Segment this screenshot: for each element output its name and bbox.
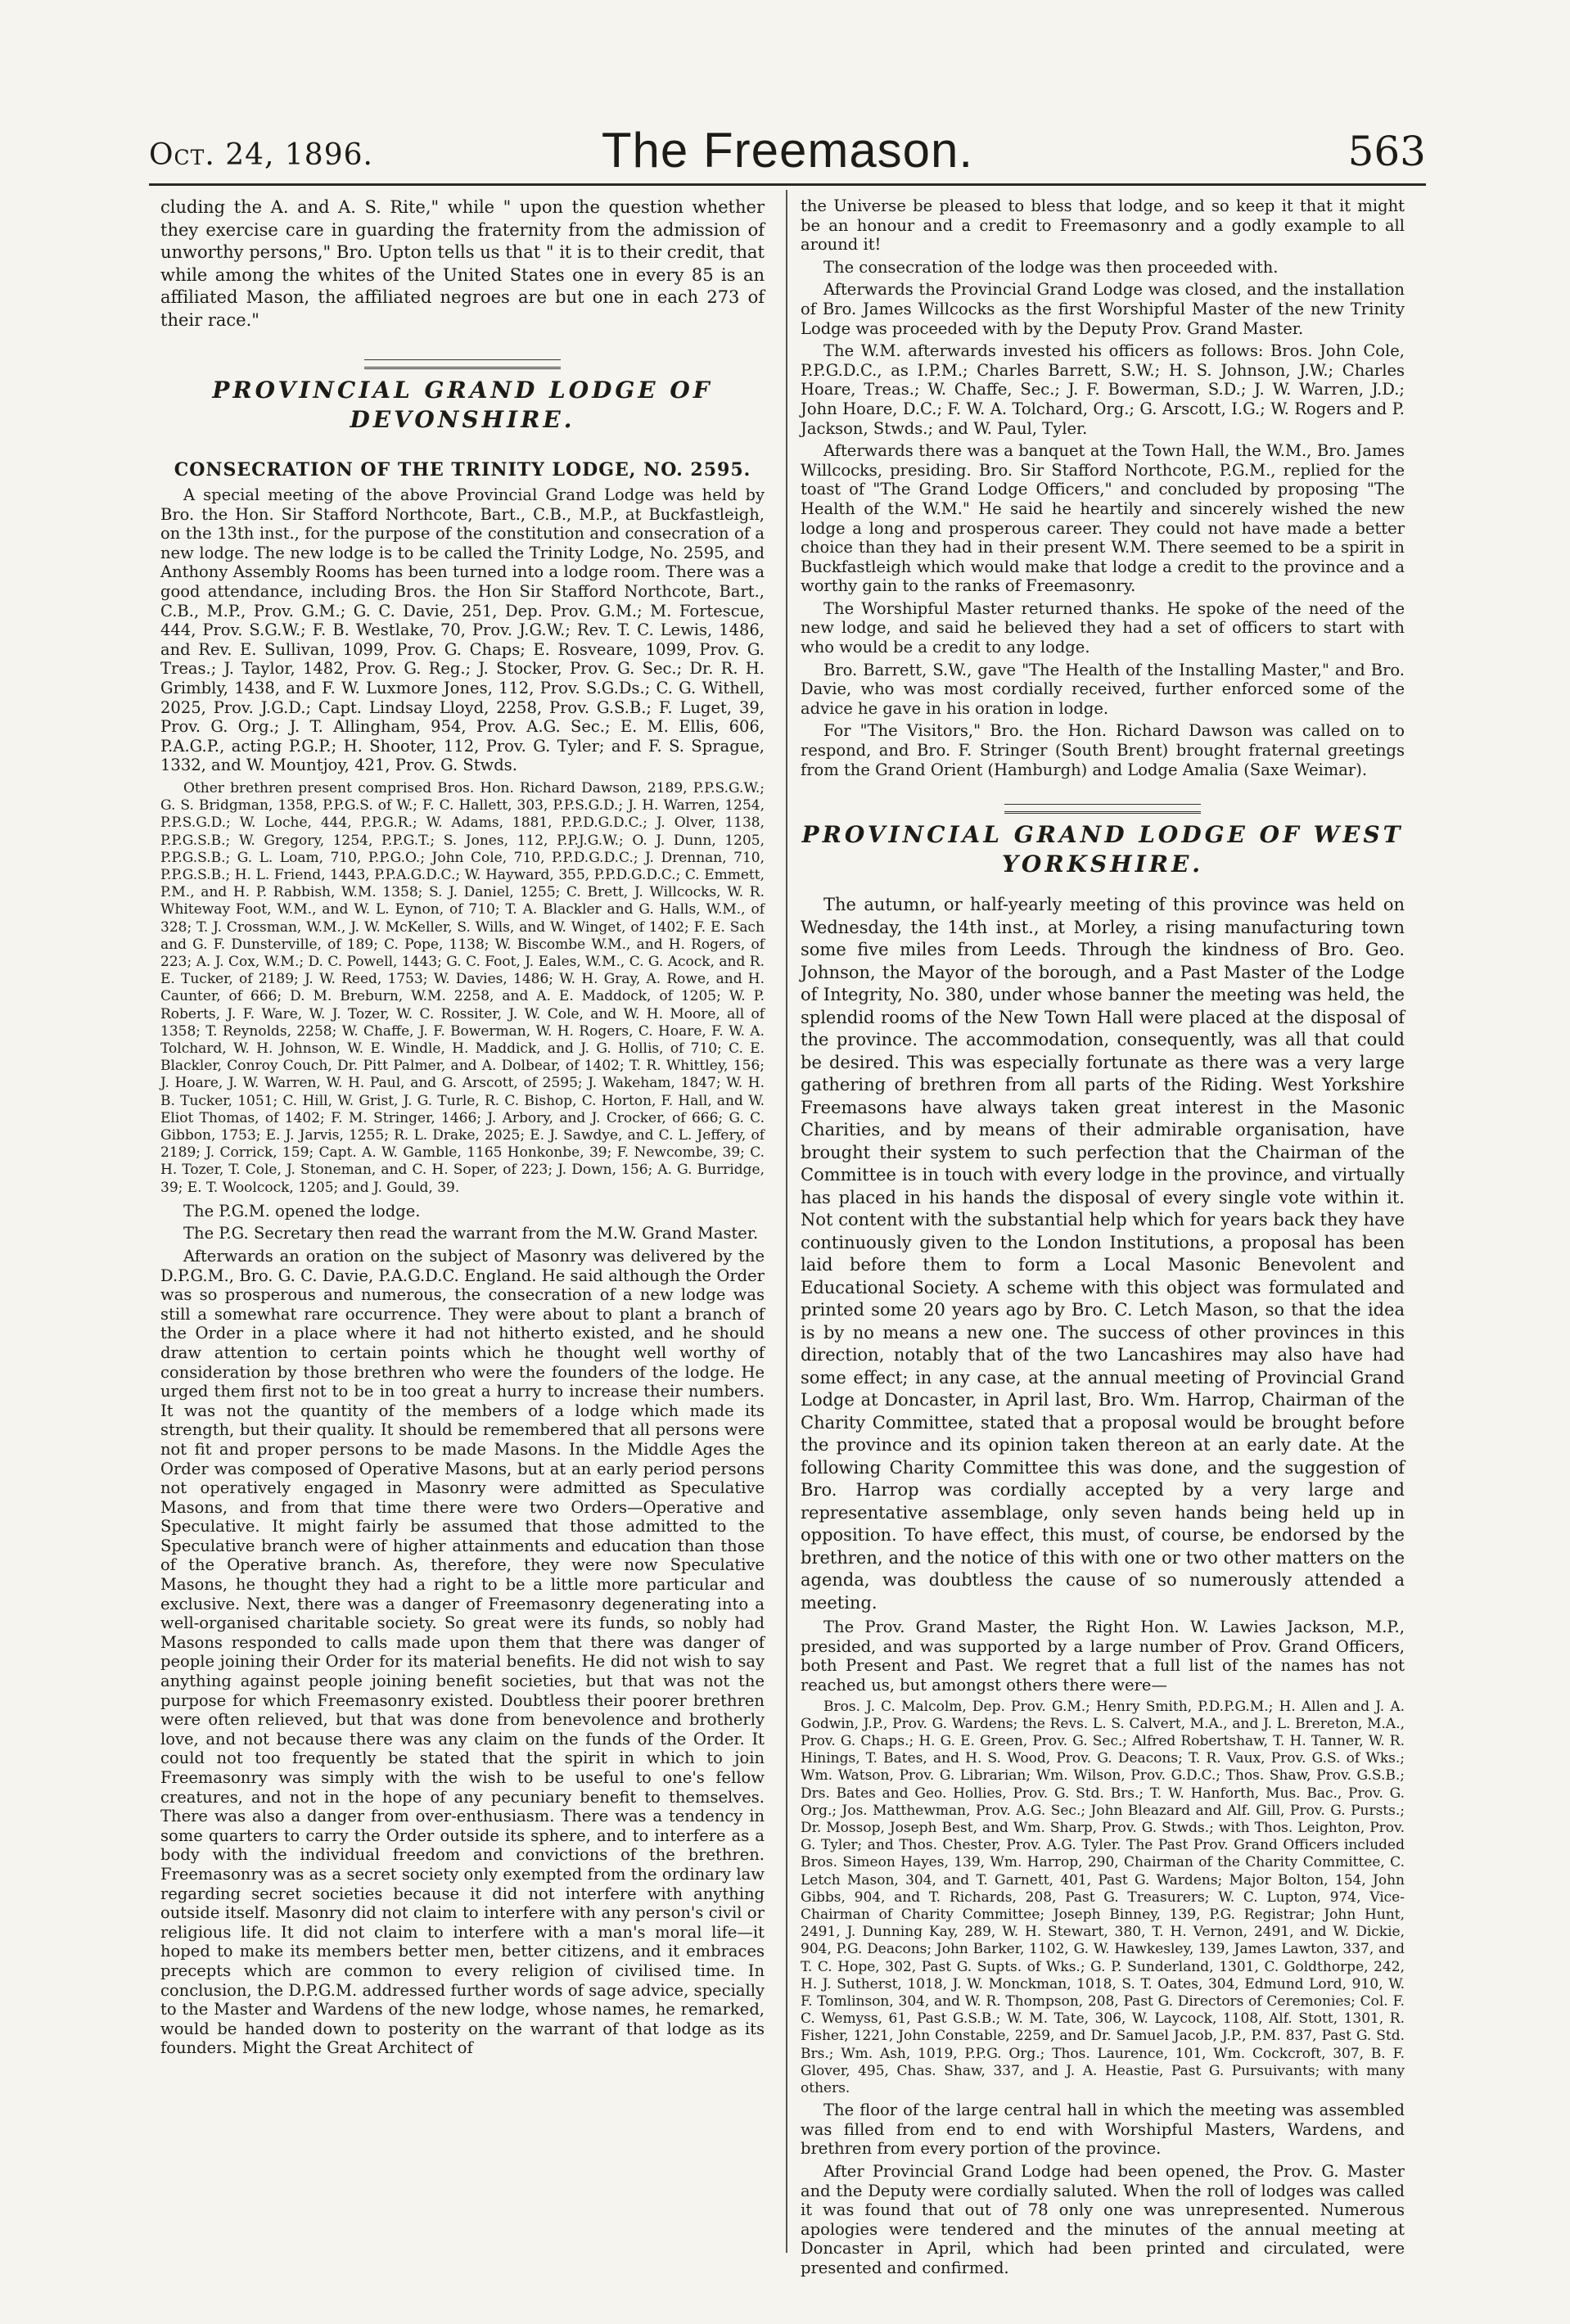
section-ornament bbox=[1004, 804, 1201, 814]
paragraph: The Worshipful Master returned thanks. He spoke of the need of the new lodge, and said he believed they had a set of officers to start with who would be a credit to any lodge. bbox=[801, 598, 1405, 657]
left-column bbox=[160, 196, 765, 2061]
paragraph: The P.G. Secretary then read the warrant from the M.W. Grand Master. bbox=[183, 1224, 759, 1243]
paragraph: The floor of the large central hall in which the meeting was assembled was filled from end to end with Worshipful Masters, Wardens, and brethren from every portion of the province. bbox=[801, 2101, 1405, 2159]
section-title-west-yorkshire: PROVINCIAL GRAND LODGE OF WEST bbox=[801, 821, 1404, 849]
section-ornament bbox=[364, 359, 561, 369]
subheading-consecration: CONSECRATION OF THE TRINITY LODGE, NO. 2595. bbox=[174, 459, 751, 481]
paragraph: Afterwards an oration on the subject of Masonry was delivered by the D.P.G.M., Bro. G. C. Davie, P.A.G.D.C. England. He said although the Order was so prosperous and numerous, the consecration of a new lodge was still a somewhat rare occurrence. They were about to plant a branch of the Order in a place where it had not hitherto existed, and he should draw attention to certain points which he thought well worthy of consideration by those brethren who were the founders of the lodge. He urged them first not to be in too great a hurry to increase their numbers. It was not the quantity of the members of a lodge which made its strength, but their quality. It should be remembered that all persons were not fit and proper persons to be made Masons. In the Middle Ages the Order was composed of Operative Masons, but at an early period persons not operatively engaged in Masonry were admitted as Speculative Masons, and from that time there were two Orders—Operative and Speculative. It might fairly be assumed that those admitted to the Speculative branch were of higher attainments and education than those of the Operative branch. As, therefore, they were now Speculative Masons, he thought they had a right to be a little more particular and exclusive. Next, there was a danger of Freemasonry degenerating into a well-organised charitable society. So great were its funds, so nobly had Masons responded to calls made upon them that there was danger of people joining their Order for its material benefits. He did not wish to say anything against people joining benefit societies, but that was not the purpose for which Freemasonry existed. Doubtless their poorer brethren were often relieved, but that was done from benevolence and brotherly love, and not because there was any claim on the funds of the Order. It could not too frequently be stated that the spirit in which to join Freemasonry was simply with the wish to be useful to one's fellow creatures, and not in the hope of any pecuniary benefit to themselves. There was also a danger from over-enthusiasm. There was a tendency in some quarters to carry the Order outside its sphere, and to interfere as a body with the individual freedom and convictions of the brethren. Freemasonry was as a secret society only exempted from the ordinary law regarding secret societies because it did not interfere with anything outside itself. Masonry did not claim to interfere with any person's civil or religious life. It did not claim to interfere with a man's moral life—it hoped to make its members better men, better citizens, and it embraces precepts which are common to every religion of civilised time. In conclusion, the D.P.G.M. addressed further words of sage advice, specially to the Master and Wardens of the new lodge, whose names, he remarked, would be handed down to posterity on the warrant of that lodge as its founders. Might the Great Architect of bbox=[160, 1246, 765, 2058]
page-number: 563 bbox=[1347, 128, 1426, 175]
publication-title: The Freemason. bbox=[601, 123, 974, 178]
column-rule bbox=[786, 190, 787, 2253]
section-title-west-yorkshire-line2: YORKSHIRE. bbox=[1001, 851, 1204, 878]
masthead-rule bbox=[149, 183, 1426, 186]
right-column bbox=[801, 196, 1405, 2281]
paragraph: The autumn, or half-yearly meeting of this province was held on Wednesday, the 14th inst., at Morley, a rising manufacturing town some five miles from Leeds. Through the kindness of Bro. Geo. Johnson, the Mayor of the borough, and a Past Master of the Lodge of Integrity, No. 380, under whose banner the meeting was held, the splendid rooms of the New Town Hall were placed at the disposal of the province. The accommodation, consequently, was all that could be desired. This was especially fortunate as there was a very large gathering of brethren from all parts of the Riding. West Yorkshire Freemasons have always taken great interest in the Masonic Charities, and by means of their admirable organisation, have brought their system to such perfection that the Chairman of the Committee is in touch with every lodge in the province, and virtually has placed in his hands the disposal of every single vote within it. Not content with the substantial help which for years back they have continuously given to the London Institutions, a proposal has been laid before them to form a Local Masonic Benevolent and Educational Society. A scheme with this object was formulated and printed some 20 years ago by Bro. C. Letch Mason, so that the idea is by no means a new one. The success of other provinces in this direction, notably that of the two Lancashires may also have had some effect; in any case, at the annual meeting of Provincial Grand Lodge at Doncaster, in April last, Bro. Wm. Harrop, Chairman of the Charity Committee, stated that a proposal would be brought before the province and its opinion taken thereon at an early date. At the following Charity Committee this was done, and the suggestion of Bro. Harrop was cordially accepted by a very large and representative assemblage, only seven hands being held up in opposition. To have effect, this must, of course, be endorsed by the brethren, and the notice of this with one or two other matters on the agenda, was doubtless the cause of so numerously attended a meeting. bbox=[801, 895, 1405, 1613]
masthead bbox=[149, 115, 1426, 178]
paragraph: After Provincial Grand Lodge had been opened, the Prov. G. Master and the Deputy were cordially saluted. When the roll of lodges was called it was found that out of 78 only one was unrepresented. Numerous apologies were tendered and the minutes of the annual meeting at Doncaster in April, which had been printed and circulated, were presented and confirmed. bbox=[801, 2162, 1405, 2278]
paragraph: the Universe be pleased to bless that lodge, and so keep it that it might be an honour and a credit to Freemasonry and a godly example to all around it! bbox=[801, 196, 1405, 255]
paragraph: Afterwards there was a banquet at the Town Hall, the W.M., Bro. James Willcocks, presiding. Bro. Sir Stafford Northcote, P.G.M., replied for the toast of "The Grand Lodge Officers," and concluded by proposing "The Health of the W.M." He said he heartily and sincerely wished the new lodge a long and prosperous career. They could not have made a better choice than they had in their present W.M. There seemed to be a spirit in Buckfastleigh which would make that lodge a credit to the province and a worthy gain to the ranks of Freemasonry. bbox=[801, 441, 1405, 596]
paragraph: The W.M. afterwards invested his officers as follows: Bros. John Cole, P.P.G.D.C., as I.P.M.; Charles Barrett, S.W.; H. S. Johnson, J.W.; Charles Hoare, Treas.; W. Chaffe, Sec.; J. F. Bowerman, S.D.; J. W. Warren, J.D.; John Hoare, D.C.; F. W. A. Tolchard, Org.; G. Arscott, I.G.; W. Rogers and P. Jackson, Stwds.; and W. Paul, Tyler. bbox=[801, 341, 1405, 438]
paragraph: Afterwards the Provincial Grand Lodge was closed, and the installation of Bro. James Willcocks as the first Worshipful Master of the new Trinity Lodge was proceeded with by the Deputy Prov. Grand Master. bbox=[801, 280, 1405, 338]
paragraph: Bros. J. C. Malcolm, Dep. Prov. G.M.; Henry Smith, P.D.P.G.M.; H. Allen and J. A. Godwin, J.P., Prov. G. Wardens; the Revs. L. S. Calvert, M.A., and J. L. Brereton, M.A., Prov. G. Chaps.; H. G. E. Green, Prov. G. Sec.; Alfred Robertshaw, T. H. Tanner, W. R. Hinings, T. Bates, and H. S. Wood, Prov. G. Deacons; T. R. Vaux, Prov. G.S. of Wks.; Wm. Watson, Prov. G. Librarian; Wm. Wilson, Prov. G.D.C.; Thos. Shaw, Prov. G.S.B.; Drs. Bates and Geo. Hollies, Prov. G. Std. Brs.; T. W. Hanforth, Mus. Bac., Prov. G. Org.; Jos. Matthewman, Prov. A.G. Sec.; John Bleazard and Alf. Gill, Prov. G. Pursts.; Dr. Mossop, Joseph Best, and Wm. Sharp, Prov. G. Stwds.; with Thos. Leighton, Prov. G. Tyler; and Thos. Chester, Prov. A.G. Tyler. The Past Prov. Grand Officers included Bros. Simeon Hayes, 139, Wm. Harrop, 290, Chairman of the Charity Committee, C. Letch Mason, 304, and T. Garnett, 401, Past G. Wardens; Major Bolton, 154, John Gibbs, 904, and T. Richards, 208, Past G. Treasurers; W. C. Lupton, 974, Vice-Chairman of Charity Committee; Joseph Binney, 139, P.G. Registrar; John Hunt, 2491, J. Dunning Kay, 289, W. H. Stewart, 380, T. H. Vernon, 2491, and W. Dickie, 904, P.G. Deacons; John Barker, 1102, G. W. Hawkesley, 139, James Lawton, 337, and T. C. Hope, 302, Past G. Supts. of Wks.; G. P. Sunderland, 1301, C. Goldthorpe, 242, H. J. Sutherst, 1018, J. W. Monckman, 1018, S. T. Oates, 304, Edmund Lord, 910, W. F. Tomlinson, 304, and W. R. Thompson, 208, Past G. Directors of Ceremonies; Col. F. C. Wemyss, 61, Past G.S.B.; W. M. Tate, 306, W. Laycock, 1108, Alf. Stott, 1301, R. Fisher, 1221, John Constable, 2259, and Dr. Samuel Jacob, J.P., P.M. 837, Past G. Std. Brs.; Wm. Ash, 1019, P.P.G. Org.; Thos. Laurence, 101, Wm. Cockcroft, 307, B. F. Glover, 495, Chas. Shaw, 337, and J. A. Heastie, Past G. Pursuivants; with many others. bbox=[801, 1698, 1405, 2097]
paragraph: The P.G.M. opened the lodge. bbox=[183, 1201, 421, 1221]
intro-paragraph: cluding the A. and A. S. Rite," while " upon the question whether they exercise care in guarding the fraternity from the admission of unworthy persons," Bro. Upton tells us that " it is to their credit, that while among the whites of the United States one in every 85 is an affiliated Mason, the affiliated negroes are but one in each 273 of their race." bbox=[160, 197, 765, 330]
paragraph: The consecration of the lodge was then proceeded with. bbox=[823, 257, 1279, 277]
paragraph: A special meeting of the above Provincial Grand Lodge was held by Bro. the Hon. Sir Stafford Northcote, Bart., C.B., M.P., at Buckfastleigh, on the 13th inst., for the purpose of the constitution and consecration of a new lodge. The new lodge is to be called the Trinity Lodge, No. 2595, and Anthony Assembly Rooms has been turned into a lodge room. There was a good attendance, including Bros. the Hon Sir Stafford Northcote, Bart., C.B., M.P., Prov. G.M.; G. C. Davie, 251, Dep. Prov. G.M.; M. Fortescue, 444, Prov. S.G.W.; F. B. Westlake, 70, Prov. J.G.W.; Rev. T. C. Lewis, 1486, and Rev. E. Sullivan, 1099, Prov. G. Chaps; E. Rosveare, 1099, Prov. G. Treas.; J. Taylor, 1482, Prov. G. Reg.; J. Stocker, Prov. G. Sec.; Dr. R. H. Grimbly, 1438, and F. W. Luxmore Jones, 112, Prov. S.G.Ds.; C. G. Withell, 2025, Prov. J.G.D.; Capt. Lindsay Lloyd, 2258, Prov. G.S.B.; F. Luget, 39, Prov. G. Org.; J. T. Allingham, 954, Prov. A.G. Sec.; E. M. Ellis, 606, P.A.G.P., acting P.G.P.; H. Shooter, 112, Prov. G. Tyler; and F. S. Sprague, 1332, and W. Mountjoy, 421, Prov. G. Stwds. bbox=[160, 485, 765, 775]
paragraph: Bro. Barrett, S.W., gave "The Health of the Installing Master," and Bro. Davie, who was most cordially received, further enforced some of the advice he gave in his oration in lodge. bbox=[801, 660, 1405, 718]
issue-date: Oct. 24, 1896. bbox=[149, 138, 373, 172]
paragraph: The Prov. Grand Master, the Right Hon. W. Lawies Jackson, M.P., presided, and was supported by a large number of Prov. Grand Officers, both Present and Past. We regret that a full list of the names has not reached us, but amongst others there were— bbox=[801, 1618, 1405, 1694]
paragraph: Other brethren present comprised Bros. Hon. Richard Dawson, 2189, P.P.S.G.W.; G. S. Bridgman, 1358, P.P.G.S. of W.; F. C. Hallett, 303, P.P.S.G.D.; J. H. Warren, 1254, P.P.S.G.D.; W. Loche, 444, P.P.G.R.; W. Adams, 1881, P.P.D.G.D.C.; J. Olver, 1138, P.P.G.S.B.; W. Gregory, 1254, P.P.G.T.; S. Jones, 112, P.P.J.G.W.; O. J. Dunn, 1205, P.P.G.S.B.; G. L. Loam, 710, P.P.G.O.; John Cole, 710, P.P.D.G.D.C.; J. Drennan, 710, P.P.G.S.B.; H. L. Friend, 1443, P.P.A.G.D.C.; W. Hayward, 355, P.P.D.G.D.C.; C. Emmett, P.M., and H. P. Rabbish, W.M. 1358; S. J. Daniel, 1255; C. Brett, J. Willcocks, W. R. Whiteway Foot, W.M., and W. L. Eynon, of 710; T. A. Blackler and G. Halls, W.M., of 328; T. J. Crossman, W.M., J. W. McKeller, S. Wills, and W. Winget, of 1402; F. E. Sach and G. F. Dunsterville, of 189; C. Pope, 1138; W. Biscombe W.M., and H. Rogers, of 223; A. J. Cox, W.M.; D. C. Powell, 1443; G. C. Foot, J. Eales, W.M., C. G. Acock, and R. E. Tucker, of 2189; J. W. Reed, 1753; W. Davies, 1486; W. H. Gray, A. Rowe, and H. Caunter, of 666; D. M. Breburn, W.M. 2258, and A. E. Maddock, of 1205; W. P. Roberts, J. F. Ware, W. J. Tozer, W. C. Rossiter, J. W. Cole, and W. H. Moore, all of 1358; T. Reynolds, 2258; W. Chaffe, J. F. Bowerman, W. H. Rogers, C. Hoare, F. W. A. Tolchard, W. H. Johnson, W. E. Windle, H. Maddick, and J. G. Hollis, of 710; C. E. Blackler, Conroy Couch, Dr. Pitt Palmer, and A. Dolbear, of 1402; T. R. Whittley, 156; J. Hoare, J. W. Warren, W. H. Paul, and G. Arscott, of 2595; J. Wakeham, 1847; W. H. B. Tucker, 1051; C. Hill, W. Grist, J. G. Turle, R. C. Bishop, C. Horton, F. Hall, and W. Eliot Thomas, of 1402; F. M. Stringer, 1466; J. Arbory, and J. Crocker, of 666; G. C. Gibbon, 1753; E. J. Jarvis, 1255; R. L. Drake, 2025; E. J. Sawdye, and C. L. Jeffery, of 2189; J. Corrick, 159; Capt. A. W. Gamble, 1165 Honkonbe, 39; F. Newcombe, 39; C. H. Tozer, T. Cole, J. Stoneman, and C. H. Soper, of 223; J. Down, 156; A. G. Burridge, 39; E. T. Woolcock, 1205; and J. Gould, 39. bbox=[160, 779, 765, 1196]
paragraph: For "The Visitors," Bro. the Hon. Richard Dawson was called on to respond, and Bro. F. Stringer (South Brent) brought fraternal greetings from the Grand Orient (Hamburgh) and Lodge Amalia (Saxe Weimar). bbox=[801, 721, 1405, 779]
section-title-devonshire: PROVINCIAL GRAND LODGE OF DEVONSHIRE. bbox=[212, 377, 713, 433]
